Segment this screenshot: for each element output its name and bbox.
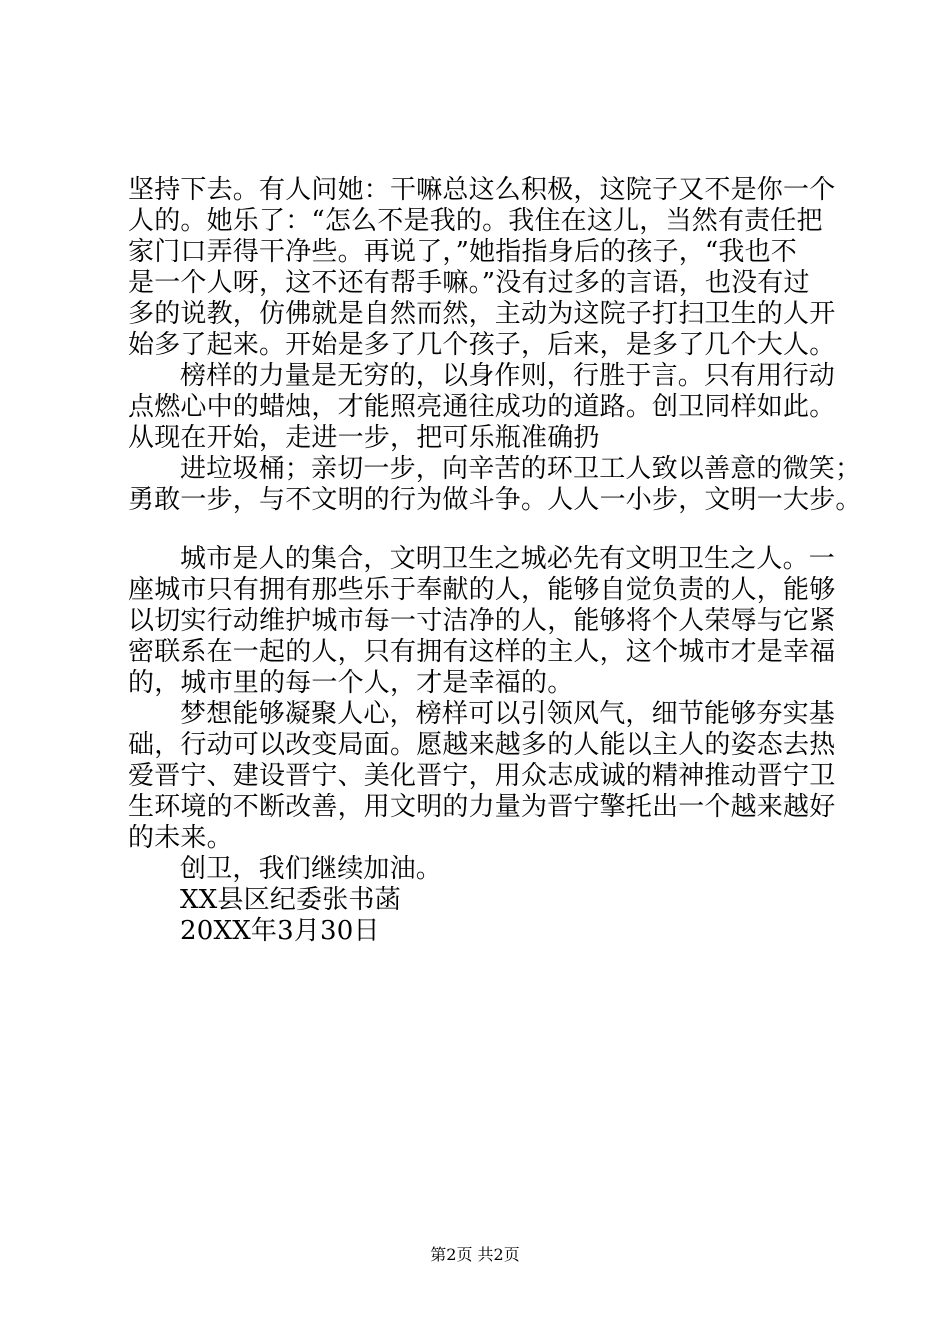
text-line-9: 从现在开始，走进一步，把可乐瓶准确扔 bbox=[128, 423, 600, 453]
text-line-22: 创卫，我们继续加油。 bbox=[180, 854, 443, 884]
signature-author: XX县区纪委张书菡 bbox=[180, 885, 401, 915]
text-line-4: 是一个人呀，这不还有帮手嘛。”没有过多的言语，也没有过 bbox=[128, 268, 810, 298]
text-line-21: 的未来。 bbox=[128, 823, 233, 853]
text-line-14: 以切实行动维护城市每一寸洁净的人，能够将个人荣辱与它紧 bbox=[128, 606, 836, 636]
text-line-3: 家门口弄得干净些。再说了，”她指指身后的孩子，“我也不 bbox=[128, 237, 797, 267]
text-line-15: 密联系在一起的人，只有拥有这样的主人，这个城市才是幸福 bbox=[128, 637, 836, 667]
text-line-11: 勇敢一步，与不文明的行为做斗争。人人一小步，文明一大步。 bbox=[128, 485, 862, 515]
text-line-18: 础，行动可以改变局面。愿越来越多的人能以主人的姿态去热 bbox=[128, 730, 836, 760]
page-number-footer: 第2页 共2页 bbox=[430, 1245, 520, 1264]
signature-date: 20XX年3月30日 bbox=[180, 916, 380, 946]
text-line-10: 进垃圾桶；亲切一步，向辛苦的环卫工人致以善意的微笑； bbox=[180, 454, 862, 484]
text-line-12: 城市是人的集合，文明卫生之城必先有文明卫生之人。一 bbox=[180, 544, 836, 574]
text-line-2: 人的。她乐了：“怎么不是我的。我住在这儿，当然有责任把 bbox=[128, 206, 823, 236]
text-line-6: 始多了起来。开始是多了几个孩子，后来，是多了几个大人。 bbox=[128, 330, 836, 360]
text-line-20: 生环境的不断改善，用文明的力量为晋宁擎托出一个越来越好 bbox=[128, 792, 836, 822]
text-line-5: 多的说教，仿佛就是自然而然，主动为这院子打扫卫生的人开 bbox=[128, 299, 836, 329]
text-line-7: 榜样的力量是无穷的，以身作则，行胜于言。只有用行动 bbox=[180, 361, 836, 391]
text-line-8: 点燃心中的蜡烛，才能照亮通往成功的道路。创卫同样如此。 bbox=[128, 392, 836, 422]
text-line-16: 的，城市里的每一个人，才是幸福的。 bbox=[128, 668, 574, 698]
text-line-19: 爱晋宁、建设晋宁、美化晋宁，用众志成诚的精神推动晋宁卫 bbox=[128, 761, 836, 791]
text-line-13: 座城市只有拥有那些乐于奉献的人，能够自觉负责的人，能够 bbox=[128, 575, 836, 605]
text-line-1: 坚持下去。有人问她：干嘛总这么积极，这院子又不是你一个 bbox=[128, 175, 836, 205]
text-line-17: 梦想能够凝聚人心，榜样可以引领风气，细节能够夯实基 bbox=[180, 699, 836, 729]
